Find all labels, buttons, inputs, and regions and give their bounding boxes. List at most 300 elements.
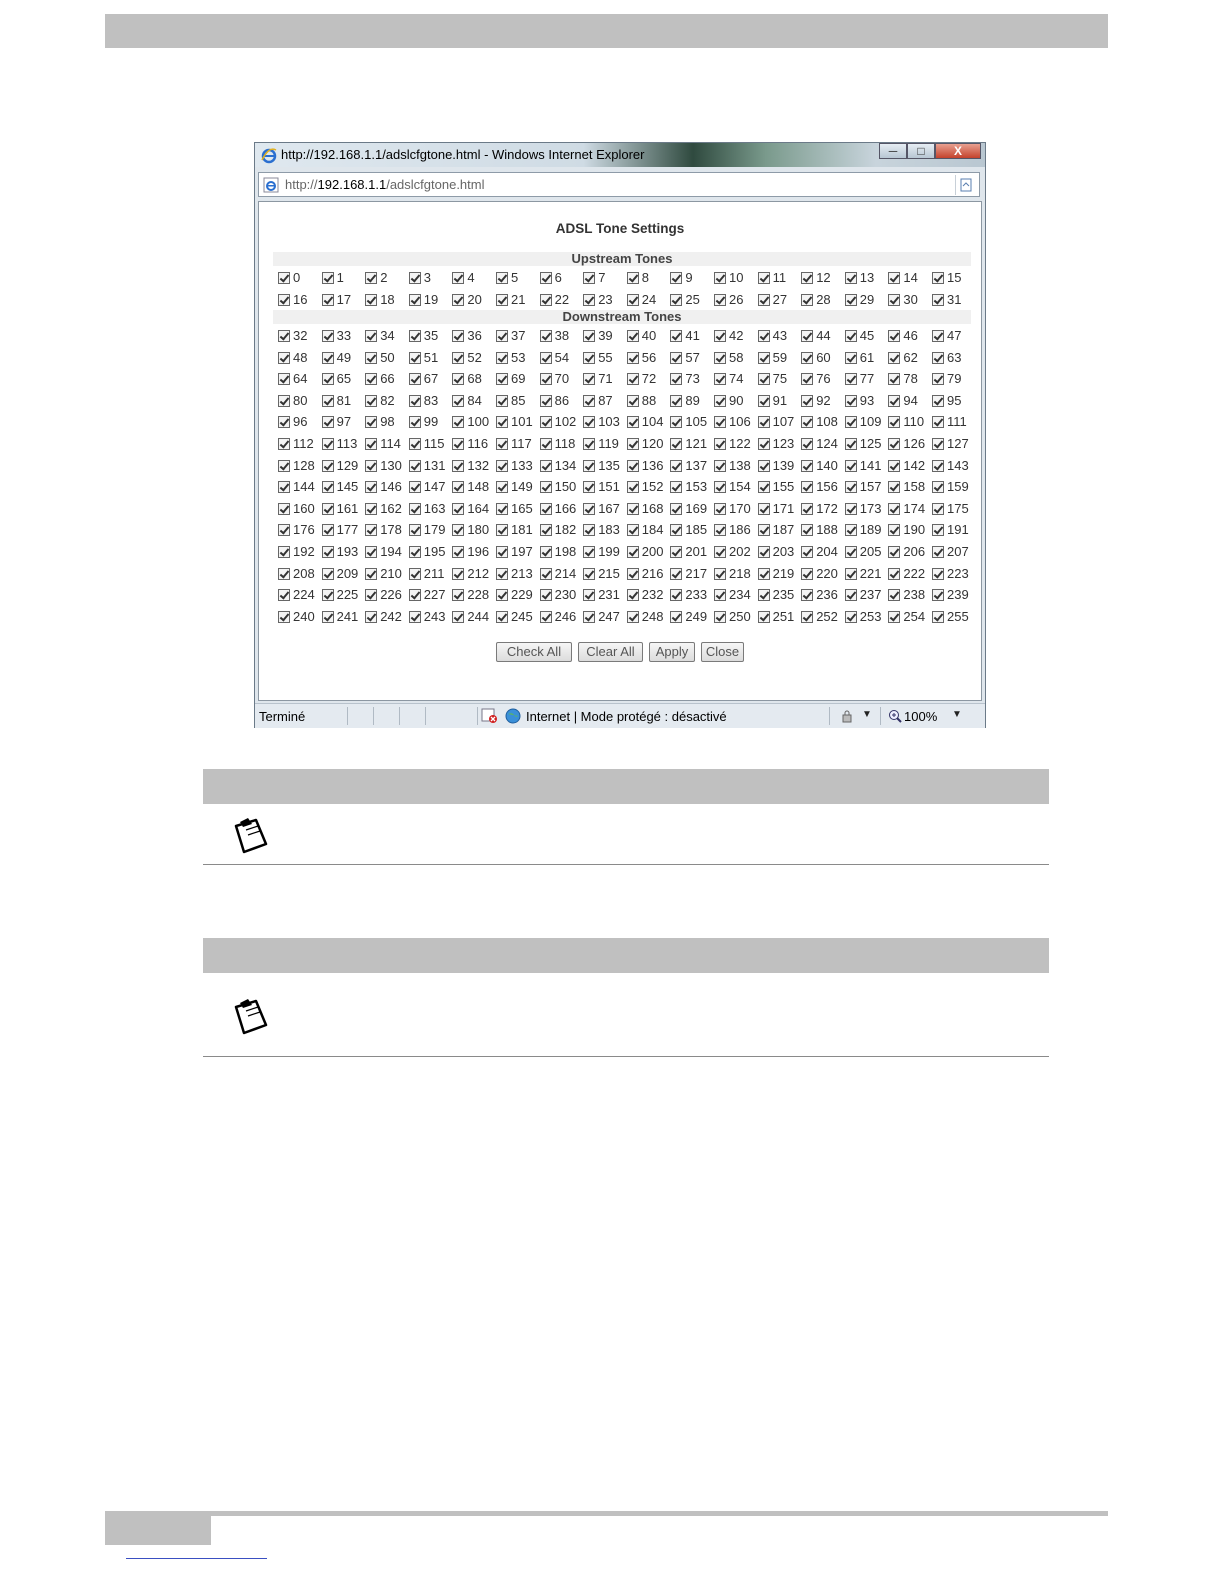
tone-checkbox-38[interactable] (540, 328, 569, 344)
checkbox[interactable] (583, 481, 595, 493)
checkbox[interactable] (801, 395, 813, 407)
tone-checkbox-56[interactable] (627, 350, 656, 366)
checkbox[interactable] (278, 611, 290, 623)
tone-checkbox-112[interactable] (278, 436, 314, 452)
tone-checkbox-72[interactable] (627, 371, 656, 387)
checkbox[interactable] (496, 373, 508, 385)
tone-checkbox-1[interactable] (322, 270, 344, 286)
checkbox[interactable] (496, 503, 508, 515)
tone-checkbox-76[interactable] (801, 371, 830, 387)
tone-checkbox-189[interactable] (845, 522, 882, 538)
tone-checkbox-149[interactable] (496, 479, 533, 495)
checkbox[interactable] (365, 546, 377, 558)
tone-checkbox-191[interactable] (932, 522, 969, 538)
checkbox[interactable] (452, 373, 464, 385)
checkbox[interactable] (714, 438, 726, 450)
zoom-level[interactable]: 100% (904, 709, 938, 724)
checkbox[interactable] (888, 373, 900, 385)
tone-checkbox-9[interactable] (670, 270, 692, 286)
tone-checkbox-254[interactable] (888, 609, 925, 625)
tone-checkbox-147[interactable] (409, 479, 446, 495)
checkbox[interactable] (670, 352, 682, 364)
tone-checkbox-90[interactable] (714, 393, 743, 409)
checkbox[interactable] (322, 416, 334, 428)
checkbox[interactable] (888, 330, 900, 342)
tone-checkbox-12[interactable] (801, 270, 830, 286)
checkbox[interactable] (932, 503, 944, 515)
tone-checkbox-110[interactable] (888, 414, 924, 430)
window-titlebar[interactable] (255, 143, 985, 167)
checkbox[interactable] (540, 438, 552, 450)
checkbox[interactable] (932, 460, 944, 472)
checkbox[interactable] (452, 503, 464, 515)
checkbox[interactable] (627, 460, 639, 472)
checkbox[interactable] (583, 438, 595, 450)
tone-checkbox-89[interactable] (670, 393, 699, 409)
checkbox[interactable] (409, 294, 421, 306)
tone-checkbox-114[interactable] (365, 436, 401, 452)
checkbox[interactable] (888, 546, 900, 558)
checkbox[interactable] (322, 272, 334, 284)
tone-checkbox-199[interactable] (583, 544, 620, 560)
checkbox[interactable] (278, 373, 290, 385)
checkbox[interactable] (583, 416, 595, 428)
checkbox[interactable] (365, 373, 377, 385)
tone-checkbox-20[interactable] (452, 292, 481, 308)
checkbox[interactable] (714, 589, 726, 601)
checkbox[interactable] (627, 395, 639, 407)
tone-checkbox-32[interactable] (278, 328, 307, 344)
checkbox[interactable] (278, 438, 290, 450)
checkbox[interactable] (496, 568, 508, 580)
tone-checkbox-241[interactable] (322, 609, 359, 625)
tone-checkbox-210[interactable] (365, 566, 402, 582)
tone-checkbox-69[interactable] (496, 371, 525, 387)
tone-checkbox-142[interactable] (888, 458, 925, 474)
checkbox[interactable] (932, 395, 944, 407)
checkbox[interactable] (496, 272, 508, 284)
tone-checkbox-239[interactable] (932, 587, 969, 603)
tone-checkbox-161[interactable] (322, 501, 359, 517)
checkbox[interactable] (322, 294, 334, 306)
checkbox[interactable] (452, 395, 464, 407)
checkbox[interactable] (888, 568, 900, 580)
tone-checkbox-233[interactable] (670, 587, 707, 603)
tone-checkbox-170[interactable] (714, 501, 751, 517)
checkbox[interactable] (932, 416, 944, 428)
checkbox[interactable] (540, 546, 552, 558)
checkbox[interactable] (714, 503, 726, 515)
checkbox[interactable] (452, 546, 464, 558)
checkbox[interactable] (670, 438, 682, 450)
tone-checkbox-44[interactable] (801, 328, 830, 344)
tone-checkbox-103[interactable] (583, 414, 620, 430)
tone-checkbox-187[interactable] (758, 522, 795, 538)
checkbox[interactable] (845, 460, 857, 472)
tone-checkbox-31[interactable] (932, 292, 961, 308)
address-bar[interactable] (258, 172, 980, 197)
checkbox[interactable] (409, 416, 421, 428)
checkbox[interactable] (888, 395, 900, 407)
tone-checkbox-136[interactable] (627, 458, 664, 474)
minimize-button[interactable] (879, 143, 907, 159)
tone-checkbox-131[interactable] (409, 458, 446, 474)
tone-checkbox-137[interactable] (670, 458, 707, 474)
checkbox[interactable] (452, 568, 464, 580)
checkbox[interactable] (758, 272, 770, 284)
tone-checkbox-16[interactable] (278, 292, 307, 308)
checkbox[interactable] (714, 568, 726, 580)
checkbox[interactable] (670, 272, 682, 284)
tone-checkbox-133[interactable] (496, 458, 533, 474)
checkbox[interactable] (365, 330, 377, 342)
checkbox[interactable] (845, 481, 857, 493)
tone-checkbox-168[interactable] (627, 501, 664, 517)
checkbox[interactable] (278, 546, 290, 558)
tone-checkbox-24[interactable] (627, 292, 656, 308)
checkbox[interactable] (627, 373, 639, 385)
checkbox[interactable] (670, 524, 682, 536)
tone-checkbox-55[interactable] (583, 350, 612, 366)
tone-checkbox-42[interactable] (714, 328, 743, 344)
checkbox[interactable] (758, 352, 770, 364)
tone-checkbox-48[interactable] (278, 350, 307, 366)
tone-checkbox-2[interactable] (365, 270, 387, 286)
tone-checkbox-165[interactable] (496, 501, 533, 517)
checkbox[interactable] (627, 524, 639, 536)
checkbox[interactable] (888, 460, 900, 472)
tone-checkbox-4[interactable] (452, 270, 474, 286)
checkbox[interactable] (278, 460, 290, 472)
checkbox[interactable] (540, 589, 552, 601)
checkbox[interactable] (845, 589, 857, 601)
tone-checkbox-67[interactable] (409, 371, 438, 387)
tone-checkbox-143[interactable] (932, 458, 969, 474)
checkbox[interactable] (670, 589, 682, 601)
checkbox[interactable] (540, 272, 552, 284)
checkbox[interactable] (845, 330, 857, 342)
security-lock-icon[interactable] (839, 708, 855, 724)
tone-checkbox-128[interactable] (278, 458, 315, 474)
tone-checkbox-177[interactable] (322, 522, 359, 538)
checkbox[interactable] (365, 352, 377, 364)
tone-checkbox-172[interactable] (801, 501, 838, 517)
tone-checkbox-51[interactable] (409, 350, 438, 366)
tone-checkbox-63[interactable] (932, 350, 961, 366)
checkbox[interactable] (627, 294, 639, 306)
compatibility-view-icon[interactable] (955, 175, 976, 195)
tone-checkbox-10[interactable] (714, 270, 743, 286)
checkbox[interactable] (409, 524, 421, 536)
checkbox[interactable] (801, 272, 813, 284)
checkbox[interactable] (627, 568, 639, 580)
checkbox[interactable] (452, 481, 464, 493)
tone-checkbox-65[interactable] (322, 371, 351, 387)
tone-checkbox-181[interactable] (496, 522, 533, 538)
tone-checkbox-192[interactable] (278, 544, 315, 560)
checkbox[interactable] (452, 589, 464, 601)
checkbox[interactable] (540, 373, 552, 385)
checkbox[interactable] (322, 611, 334, 623)
tone-checkbox-151[interactable] (583, 479, 620, 495)
checkbox[interactable] (670, 416, 682, 428)
tone-checkbox-124[interactable] (801, 436, 838, 452)
checkbox[interactable] (278, 294, 290, 306)
tone-checkbox-108[interactable] (801, 414, 838, 430)
tone-checkbox-209[interactable] (322, 566, 359, 582)
checkbox[interactable] (409, 330, 421, 342)
tone-checkbox-198[interactable] (540, 544, 577, 560)
checkbox[interactable] (801, 568, 813, 580)
checkbox[interactable] (714, 416, 726, 428)
checkbox[interactable] (322, 524, 334, 536)
checkbox[interactable] (627, 589, 639, 601)
tone-checkbox-157[interactable] (845, 479, 882, 495)
tone-checkbox-164[interactable] (452, 501, 489, 517)
checkbox[interactable] (322, 352, 334, 364)
checkbox[interactable] (758, 373, 770, 385)
checkbox[interactable] (322, 589, 334, 601)
tone-checkbox-36[interactable] (452, 328, 481, 344)
tone-checkbox-202[interactable] (714, 544, 751, 560)
tone-checkbox-99[interactable] (409, 414, 438, 430)
checkbox[interactable] (845, 294, 857, 306)
checkbox[interactable] (278, 568, 290, 580)
checkbox[interactable] (540, 481, 552, 493)
zoom-chevron-down-icon[interactable]: ▼ (952, 709, 962, 720)
tone-checkbox-163[interactable] (409, 501, 446, 517)
checkbox[interactable] (540, 395, 552, 407)
checkbox[interactable] (540, 524, 552, 536)
tone-checkbox-94[interactable] (888, 393, 917, 409)
tone-checkbox-200[interactable] (627, 544, 664, 560)
tone-checkbox-245[interactable] (496, 609, 533, 625)
tone-checkbox-154[interactable] (714, 479, 751, 495)
tone-checkbox-145[interactable] (322, 479, 359, 495)
tone-checkbox-7[interactable] (583, 270, 605, 286)
tone-checkbox-74[interactable] (714, 371, 743, 387)
checkbox[interactable] (714, 611, 726, 623)
checkbox[interactable] (452, 352, 464, 364)
tone-checkbox-144[interactable] (278, 479, 315, 495)
checkbox[interactable] (845, 272, 857, 284)
checkbox[interactable] (758, 503, 770, 515)
tone-checkbox-116[interactable] (452, 436, 488, 452)
tone-checkbox-132[interactable] (452, 458, 489, 474)
tone-checkbox-148[interactable] (452, 479, 489, 495)
checkbox[interactable] (583, 330, 595, 342)
checkbox[interactable] (540, 460, 552, 472)
tone-checkbox-77[interactable] (845, 371, 874, 387)
tone-checkbox-186[interactable] (714, 522, 751, 538)
tone-checkbox-115[interactable] (409, 436, 445, 452)
checkbox[interactable] (409, 438, 421, 450)
checkbox[interactable] (670, 503, 682, 515)
tone-checkbox-68[interactable] (452, 371, 481, 387)
tone-checkbox-247[interactable] (583, 609, 620, 625)
checkbox[interactable] (845, 395, 857, 407)
checkbox[interactable] (365, 438, 377, 450)
checkbox[interactable] (322, 546, 334, 558)
checkbox[interactable] (670, 330, 682, 342)
tone-checkbox-40[interactable] (627, 328, 656, 344)
checkbox[interactable] (583, 589, 595, 601)
apply-button[interactable]: Apply (649, 642, 695, 662)
checkbox[interactable] (714, 352, 726, 364)
checkbox[interactable] (670, 481, 682, 493)
tone-checkbox-225[interactable] (322, 587, 359, 603)
checkbox[interactable] (845, 438, 857, 450)
checkbox[interactable] (758, 294, 770, 306)
tone-checkbox-158[interactable] (888, 479, 925, 495)
checkbox[interactable] (801, 294, 813, 306)
tone-checkbox-246[interactable] (540, 609, 577, 625)
checkbox[interactable] (583, 352, 595, 364)
tone-checkbox-109[interactable] (845, 414, 882, 430)
checkbox[interactable] (627, 438, 639, 450)
tone-checkbox-216[interactable] (627, 566, 664, 582)
tone-checkbox-230[interactable] (540, 587, 577, 603)
tone-checkbox-251[interactable] (758, 609, 795, 625)
tone-checkbox-60[interactable] (801, 350, 830, 366)
address-url[interactable] (285, 177, 485, 192)
checkbox[interactable] (801, 611, 813, 623)
checkbox[interactable] (540, 568, 552, 580)
checkbox[interactable] (845, 352, 857, 364)
checkbox[interactable] (452, 330, 464, 342)
checkbox[interactable] (278, 352, 290, 364)
tone-checkbox-129[interactable] (322, 458, 359, 474)
tone-checkbox-169[interactable] (670, 501, 707, 517)
tone-checkbox-30[interactable] (888, 292, 917, 308)
checkbox[interactable] (365, 294, 377, 306)
checkbox[interactable] (496, 546, 508, 558)
tone-checkbox-18[interactable] (365, 292, 394, 308)
tone-checkbox-62[interactable] (888, 350, 917, 366)
tone-checkbox-119[interactable] (583, 436, 619, 452)
checkbox[interactable] (932, 272, 944, 284)
tone-checkbox-194[interactable] (365, 544, 402, 560)
tone-checkbox-8[interactable] (627, 270, 649, 286)
checkbox[interactable] (627, 416, 639, 428)
tone-checkbox-96[interactable] (278, 414, 307, 430)
tone-checkbox-107[interactable] (758, 414, 795, 430)
tone-checkbox-15[interactable] (932, 270, 961, 286)
checkbox[interactable] (496, 460, 508, 472)
tone-checkbox-219[interactable] (758, 566, 795, 582)
checkbox[interactable] (452, 416, 464, 428)
tone-checkbox-37[interactable] (496, 328, 525, 344)
checkbox[interactable] (714, 481, 726, 493)
checkbox[interactable] (365, 503, 377, 515)
checkbox[interactable] (409, 373, 421, 385)
checkbox[interactable] (365, 272, 377, 284)
close-button[interactable]: Close (701, 642, 744, 662)
checkbox[interactable] (583, 503, 595, 515)
checkbox[interactable] (801, 503, 813, 515)
tone-checkbox-250[interactable] (714, 609, 751, 625)
tone-checkbox-125[interactable] (845, 436, 882, 452)
checkbox[interactable] (496, 352, 508, 364)
tone-checkbox-232[interactable] (627, 587, 664, 603)
security-zone-text[interactable]: Internet | Mode protégé : désactivé (526, 709, 727, 724)
tone-checkbox-33[interactable] (322, 328, 351, 344)
checkbox[interactable] (583, 460, 595, 472)
checkbox[interactable] (932, 589, 944, 601)
tone-checkbox-71[interactable] (583, 371, 612, 387)
tone-checkbox-235[interactable] (758, 587, 795, 603)
checkbox[interactable] (365, 568, 377, 580)
tone-checkbox-240[interactable] (278, 609, 315, 625)
checkbox[interactable] (758, 589, 770, 601)
tone-checkbox-234[interactable] (714, 587, 751, 603)
checkbox[interactable] (540, 294, 552, 306)
tone-checkbox-49[interactable] (322, 350, 351, 366)
tone-checkbox-175[interactable] (932, 501, 969, 517)
checkbox[interactable] (496, 395, 508, 407)
tone-checkbox-25[interactable] (670, 292, 699, 308)
tone-checkbox-17[interactable] (322, 292, 351, 308)
tone-checkbox-92[interactable] (801, 393, 830, 409)
tone-checkbox-53[interactable] (496, 350, 525, 366)
checkbox[interactable] (540, 611, 552, 623)
tone-checkbox-206[interactable] (888, 544, 925, 560)
checkbox[interactable] (714, 524, 726, 536)
tone-checkbox-214[interactable] (540, 566, 577, 582)
tone-checkbox-58[interactable] (714, 350, 743, 366)
checkbox[interactable] (496, 294, 508, 306)
tone-checkbox-196[interactable] (452, 544, 489, 560)
checkbox[interactable] (888, 503, 900, 515)
checkbox[interactable] (409, 589, 421, 601)
tone-checkbox-26[interactable] (714, 292, 743, 308)
checkbox[interactable] (932, 330, 944, 342)
tone-checkbox-70[interactable] (540, 371, 569, 387)
checkbox[interactable] (801, 330, 813, 342)
tone-checkbox-111[interactable] (932, 414, 967, 430)
checkbox[interactable] (801, 438, 813, 450)
tone-checkbox-213[interactable] (496, 566, 533, 582)
checkbox[interactable] (627, 481, 639, 493)
checkbox[interactable] (452, 460, 464, 472)
tone-checkbox-93[interactable] (845, 393, 874, 409)
checkbox[interactable] (496, 524, 508, 536)
tone-checkbox-97[interactable] (322, 414, 351, 430)
checkbox[interactable] (496, 330, 508, 342)
checkbox[interactable] (365, 416, 377, 428)
tone-checkbox-79[interactable] (932, 371, 961, 387)
checkbox[interactable] (496, 611, 508, 623)
tone-checkbox-130[interactable] (365, 458, 402, 474)
checkbox[interactable] (322, 438, 334, 450)
checkbox[interactable] (801, 460, 813, 472)
tone-checkbox-104[interactable] (627, 414, 664, 430)
checkbox[interactable] (932, 438, 944, 450)
checkbox[interactable] (278, 481, 290, 493)
tone-checkbox-0[interactable] (278, 270, 300, 286)
tone-checkbox-244[interactable] (452, 609, 489, 625)
checkbox[interactable] (714, 546, 726, 558)
checkbox[interactable] (932, 568, 944, 580)
checkbox[interactable] (278, 503, 290, 515)
tone-checkbox-43[interactable] (758, 328, 787, 344)
tone-checkbox-45[interactable] (845, 328, 874, 344)
checkbox[interactable] (322, 481, 334, 493)
tone-checkbox-13[interactable] (845, 270, 874, 286)
checkbox[interactable] (452, 294, 464, 306)
tone-checkbox-23[interactable] (583, 292, 612, 308)
tone-checkbox-3[interactable] (409, 270, 431, 286)
